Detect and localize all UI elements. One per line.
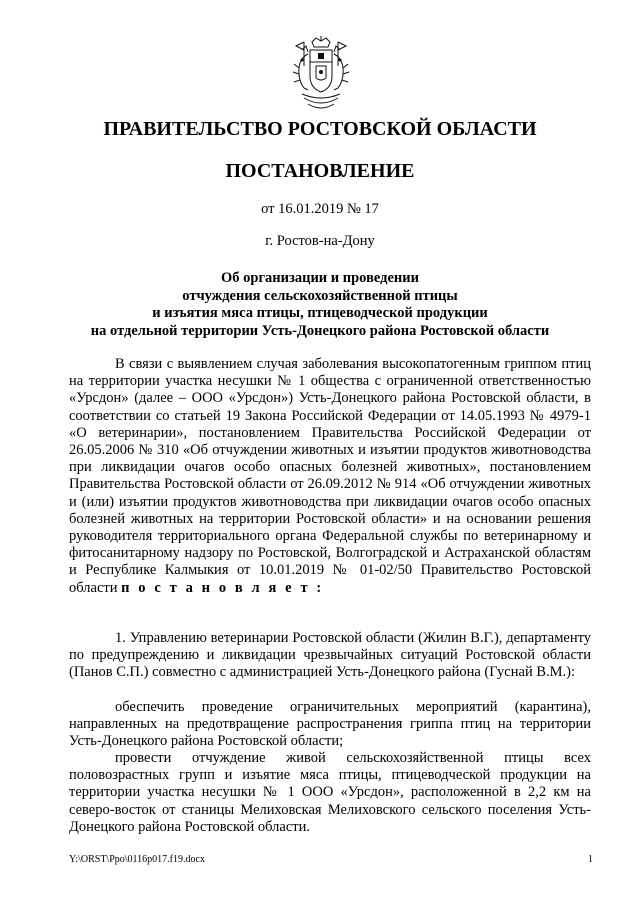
page-number: 1	[588, 854, 593, 865]
organization-heading: ПРАВИТЕЛЬСТВО РОСТОВСКОЙ ОБЛАСТИ	[103, 118, 537, 140]
item-1-paragraph: 1. Управлению ветеринарии Ростовской области (Жилин В.Г.), департаменту по предупреждению и ликвидации чрезвычайных ситуаций Ростовской области (Панов С.П.) совместно с администрацией Усть-Донецкого района (Гуснай В.М.):	[69, 630, 591, 681]
title-line: и изъятия мяса птицы, птицеводческой продукции	[152, 305, 488, 321]
coat-of-arms-icon	[290, 36, 352, 114]
document-title	[0, 270, 640, 340]
title-line: отчуждения сельскохозяйственной птицы	[182, 287, 458, 304]
file-path: Y:\ORST\Ppo\0116p017.f19.docx	[69, 854, 205, 865]
decree-word: п о с т а н о в л я е т :	[121, 579, 324, 596]
title-line: Об организации и проведении	[221, 270, 419, 286]
document-type-heading: ПОСТАНОВЛЕНИЕ	[225, 160, 415, 182]
preamble-text: В связи с выявлением случая заболевания высокопатогенным гриппом птиц на территории участка несушки № 1 общества с ограниченной ответственностью «Урсдон» (далее – ООО «Урсдон») Усть-Донецкого района Ростовской области, в соответствии со статьей 19 Закона Российской Федерации от 14.05.1993 № 4979-1 «О ветеринарии», постановлением Правительства Российской Федерации от 26.05.2006 № 310 «Об отчуждении животных и изъятии продуктов животноводства при ликвидации очагов особо опасных болезней животных», постановлением Правительства Ростовской области от 26.09.2012 № 914 «Об отчуждении животных и (или) изъятии продуктов животноводства при ликвидации очагов особо опасных болезней животных на территории Ростовской области» и на основании решения руководителя территориального органа Федеральной службы по ветеринарному и фитосанитарному надзору по Ростовской, Волгоградской и Астраханской областям и Республике Калмыкия от 10.01.2019 № 01-02/50 Правительство Ростовской области	[69, 356, 591, 596]
item-1b-paragraph: провести отчуждение живой сельскохозяйственной птицы всех половозрастных групп и изъятие мяса птицы, птицеводческой продукции на территории участка несушки № 1 ООО «Урсдон», расположенной в 2,2 км на северо-восток от станицы Мелиховская Мелиховского сельского поселения Усть-Донецкого района Ростовской области.	[69, 750, 591, 835]
title-line: на отдельной территории Усть-Донецкого района Ростовской области	[90, 322, 550, 339]
item-1a-paragraph: обеспечить проведение ограничительных мероприятий (карантина), направленных на предотвращение распространения гриппа птиц на территории Усть-Донецкого района Ростовской области;	[69, 699, 591, 750]
date-number: от 16.01.2019 № 17	[261, 201, 379, 217]
preamble-paragraph	[69, 356, 591, 597]
place: г. Ростов-на-Дону	[265, 233, 375, 249]
